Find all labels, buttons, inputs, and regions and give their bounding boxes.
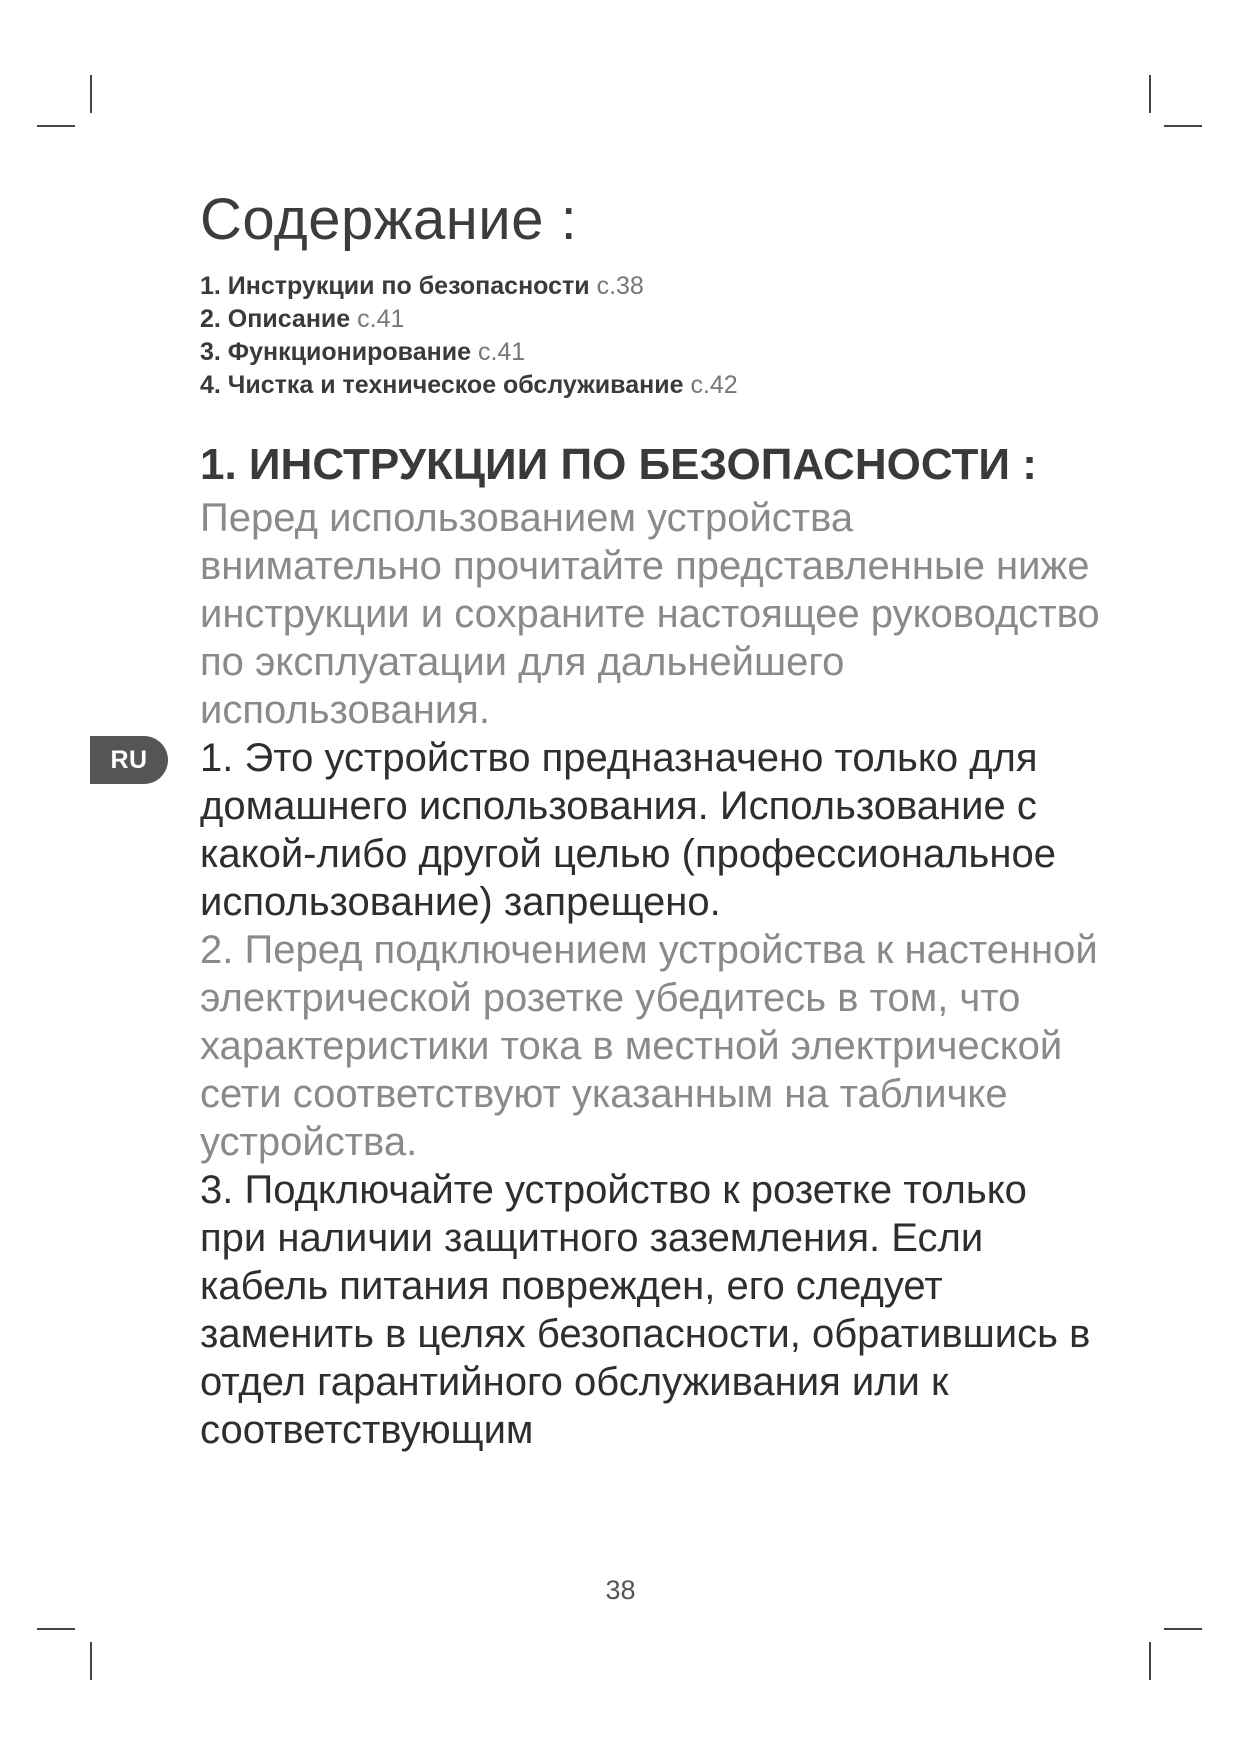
instruction-1: 1. Это устройство предназначено только для домашнего использования. Использование с какой-либо другой целью (профессиональное использование) запрещено. [200,736,1056,924]
toc-title: Содержание : [200,187,578,252]
intro-paragraph: Перед использованием устройства внимательно прочитайте представленные ниже инструкции и сохраните настоящее руководство по эксплуатации для дальнейшего использования. [200,496,1100,732]
toc-item [200,369,1100,402]
toc-item-label: 1. Инструкции по безопасности [200,272,590,300]
instruction-2: 2. Перед подключением устройства к настенной электрической розетке убедитесь в том, что характеристики тока в местной электрической сети соответствуют указанным на табличке устройства. [200,928,1098,1164]
language-tab: RU [90,736,168,784]
crop-mark [1149,1642,1151,1680]
toc-item [200,270,1100,303]
toc-item-page: с.41 [357,305,405,333]
page-number: 38 [605,1575,636,1605]
toc-item-label: 3. Функционирование [200,338,471,366]
toc-item-page: с.42 [690,371,738,399]
crop-mark [1164,1628,1202,1630]
toc-item [200,303,1100,336]
toc-item [200,336,1100,369]
crop-mark [37,1628,75,1630]
toc-item-page: с.41 [477,338,526,366]
toc-item-label: 2. Описание [200,305,351,333]
page-content [200,180,1100,1454]
instruction-3: 3. Подключайте устройство к розетке только при наличии защитного заземления. Если кабель питания поврежден, его следует заменить в целях безопасности, обратившись в отдел гарантийного обслуживания или к соответствующим [200,1168,1091,1452]
section-heading: 1. ИНСТРУКЦИИ ПО БЕЗОПАСНОСТИ : [200,440,1037,489]
toc-item-label: 4. Чистка и техническое обслуживание [200,371,684,399]
crop-mark [90,75,92,113]
toc-item-page: с.38 [596,272,644,300]
toc-list [200,270,1100,402]
crop-mark [1164,125,1202,127]
crop-mark [90,1642,92,1680]
crop-mark [1149,75,1151,113]
crop-mark [37,125,75,127]
